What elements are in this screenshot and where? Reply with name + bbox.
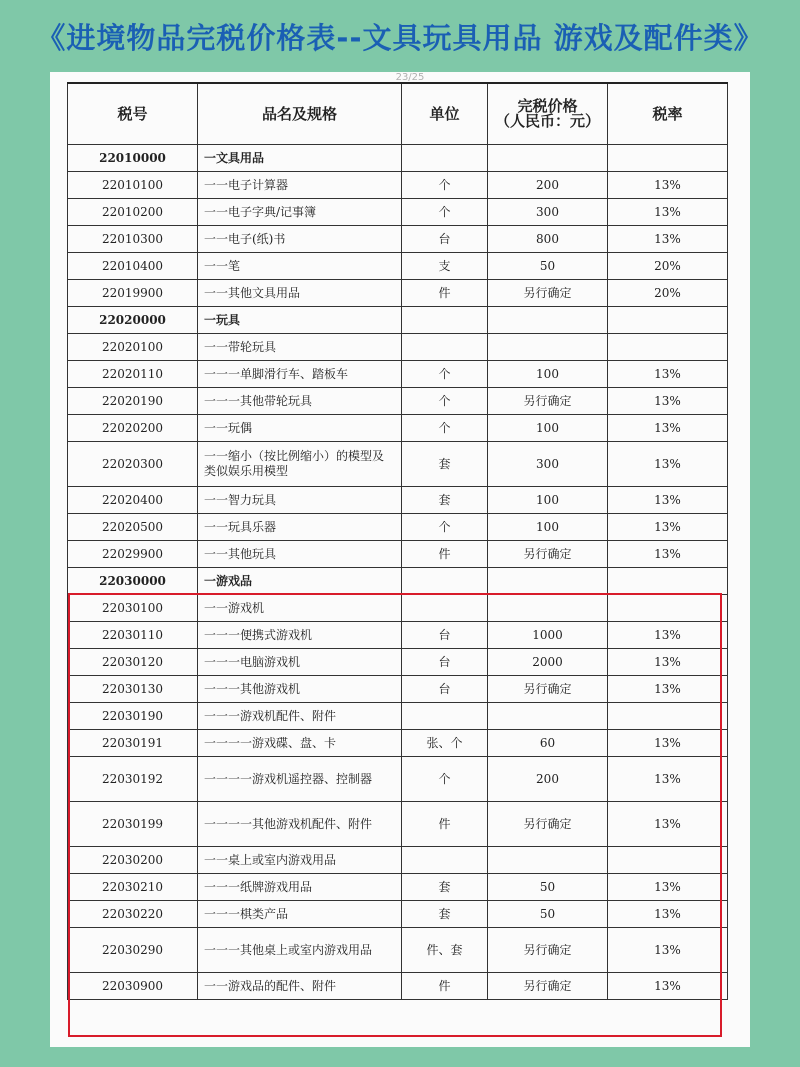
table-row [68, 361, 728, 388]
table-row [68, 757, 728, 802]
table-row [68, 703, 728, 730]
table-row [68, 541, 728, 568]
cell-rate: 13% [608, 973, 728, 1000]
cell-price: 800 [488, 226, 608, 253]
table-row [68, 901, 728, 928]
table-row [68, 595, 728, 622]
cell-unit [402, 307, 488, 334]
cell-code: 22029900 [68, 541, 198, 568]
page-title: 《进境物品完税价格表--文具玩具用品 游戏及配件类》 [36, 20, 764, 55]
cell-rate: 13% [608, 487, 728, 514]
cell-rate: 13% [608, 541, 728, 568]
table-row [68, 730, 728, 757]
cell-rate [608, 334, 728, 361]
cell-price: 300 [488, 199, 608, 226]
cell-price: 50 [488, 901, 608, 928]
cell-name: 一一电子计算器 [198, 172, 402, 199]
cell-price: 另行确定 [488, 802, 608, 847]
header-price-line2: （人民币：元） [494, 112, 600, 130]
table-row [68, 334, 728, 361]
cell-price: 另行确定 [488, 676, 608, 703]
cell-price: 2000 [488, 649, 608, 676]
cell-price: 200 [488, 757, 608, 802]
cell-rate: 13% [608, 199, 728, 226]
cell-code: 22030199 [68, 802, 198, 847]
table-body [68, 145, 728, 1000]
cell-rate: 13% [608, 622, 728, 649]
cell-price: 100 [488, 514, 608, 541]
cell-name: 一一一游戏机配件、附件 [198, 703, 402, 730]
tariff-table [67, 82, 728, 1000]
cell-unit: 支 [402, 253, 488, 280]
page-number: 23/25 [395, 72, 425, 83]
cell-unit: 件 [402, 802, 488, 847]
cell-unit: 台 [402, 649, 488, 676]
cell-name: 一一一一其他游戏机配件、附件 [198, 802, 402, 847]
cell-rate: 13% [608, 226, 728, 253]
table-row [68, 514, 728, 541]
cell-price [488, 595, 608, 622]
cell-rate: 13% [608, 649, 728, 676]
cell-price: 1000 [488, 622, 608, 649]
cell-code: 22030200 [68, 847, 198, 874]
cell-unit: 台 [402, 622, 488, 649]
cell-code: 22020100 [68, 334, 198, 361]
table-row [68, 802, 728, 847]
cell-code: 22020110 [68, 361, 198, 388]
cell-rate: 13% [608, 928, 728, 973]
cell-price [488, 334, 608, 361]
cell-unit [402, 847, 488, 874]
cell-code: 22020500 [68, 514, 198, 541]
cell-name: 一一带轮玩具 [198, 334, 402, 361]
cell-code: 22010100 [68, 172, 198, 199]
table-row [68, 676, 728, 703]
cell-price: 另行确定 [488, 928, 608, 973]
cell-code: 22010000 [68, 145, 198, 172]
cell-rate: 20% [608, 253, 728, 280]
table-row [68, 649, 728, 676]
cell-code: 22010400 [68, 253, 198, 280]
table-row [68, 415, 728, 442]
header-name: 品名及规格 [198, 83, 402, 145]
cell-code: 22030290 [68, 928, 198, 973]
cell-rate: 13% [608, 802, 728, 847]
cell-unit [402, 595, 488, 622]
cell-rate: 13% [608, 757, 728, 802]
header-price [488, 83, 608, 145]
cell-unit: 套 [402, 874, 488, 901]
cell-price: 50 [488, 874, 608, 901]
cell-name: 一一其他文具用品 [198, 280, 402, 307]
cell-name: 一一一便携式游戏机 [198, 622, 402, 649]
cell-code: 22030192 [68, 757, 198, 802]
cell-name: 一一智力玩具 [198, 487, 402, 514]
cell-name: 一一笔 [198, 253, 402, 280]
cell-unit [402, 334, 488, 361]
cell-name: 一一一一游戏机遥控器、控制器 [198, 757, 402, 802]
cell-code: 22030191 [68, 730, 198, 757]
cell-name: 一一电子(纸)书 [198, 226, 402, 253]
cell-unit: 张、个 [402, 730, 488, 757]
cell-code: 22030110 [68, 622, 198, 649]
cell-price: 60 [488, 730, 608, 757]
cell-code: 22019900 [68, 280, 198, 307]
cell-rate: 13% [608, 514, 728, 541]
cell-rate [608, 847, 728, 874]
cell-unit: 台 [402, 676, 488, 703]
table-row [68, 307, 728, 334]
cell-name: 一一电子字典/记事簿 [198, 199, 402, 226]
cell-code: 22030000 [68, 568, 198, 595]
cell-rate: 13% [608, 415, 728, 442]
cell-price [488, 568, 608, 595]
cell-name: 一一一棋类产品 [198, 901, 402, 928]
cell-name: 一一一其他桌上或室内游戏用品 [198, 928, 402, 973]
cell-name: 一一其他玩具 [198, 541, 402, 568]
cell-rate [608, 307, 728, 334]
cell-rate: 20% [608, 280, 728, 307]
cell-price: 300 [488, 442, 608, 487]
table-row [68, 199, 728, 226]
cell-name: 一一一单脚滑行车、踏板车 [198, 361, 402, 388]
table-row [68, 973, 728, 1000]
cell-code: 22030220 [68, 901, 198, 928]
cell-unit: 件 [402, 973, 488, 1000]
cell-rate: 13% [608, 172, 728, 199]
cell-unit: 件 [402, 541, 488, 568]
cell-rate: 13% [608, 874, 728, 901]
cell-price: 50 [488, 253, 608, 280]
cell-price: 100 [488, 361, 608, 388]
cell-name: 一一一纸牌游戏用品 [198, 874, 402, 901]
cell-price: 100 [488, 487, 608, 514]
cell-code: 22030190 [68, 703, 198, 730]
cell-price: 另行确定 [488, 541, 608, 568]
table-header-row [68, 83, 728, 145]
cell-code: 22010300 [68, 226, 198, 253]
cell-price [488, 307, 608, 334]
cell-rate [608, 595, 728, 622]
cell-unit: 个 [402, 514, 488, 541]
cell-rate: 13% [608, 388, 728, 415]
cell-name: 一一游戏机 [198, 595, 402, 622]
cell-rate [608, 568, 728, 595]
header-price-line1: 完税价格 [517, 97, 578, 115]
cell-name: 一一一电脑游戏机 [198, 649, 402, 676]
table-row [68, 928, 728, 973]
table-row [68, 622, 728, 649]
cell-code: 22020300 [68, 442, 198, 487]
table-row [68, 253, 728, 280]
cell-price: 另行确定 [488, 280, 608, 307]
cell-name: 一文具用品 [198, 145, 402, 172]
cell-unit: 个 [402, 415, 488, 442]
cell-unit: 个 [402, 361, 488, 388]
table-row [68, 388, 728, 415]
cell-rate: 13% [608, 361, 728, 388]
cell-rate [608, 703, 728, 730]
cell-rate: 13% [608, 730, 728, 757]
cell-code: 22030210 [68, 874, 198, 901]
cell-code: 22030900 [68, 973, 198, 1000]
cell-unit: 个 [402, 388, 488, 415]
cell-name: 一游戏品 [198, 568, 402, 595]
table-row [68, 226, 728, 253]
cell-unit: 套 [402, 901, 488, 928]
cell-name: 一一桌上或室内游戏用品 [198, 847, 402, 874]
table-row [68, 568, 728, 595]
cell-unit: 件 [402, 280, 488, 307]
cell-code: 22020400 [68, 487, 198, 514]
header-rate: 税率 [608, 83, 728, 145]
cell-unit [402, 568, 488, 595]
cell-code: 22030130 [68, 676, 198, 703]
cell-rate [608, 145, 728, 172]
table-row [68, 145, 728, 172]
cell-name: 一一缩小（按比例缩小）的模型及类似娱乐用模型 [198, 442, 402, 487]
cell-unit: 套 [402, 442, 488, 487]
table-row [68, 172, 728, 199]
header-code: 税号 [68, 83, 198, 145]
cell-price [488, 145, 608, 172]
cell-name: 一一玩偶 [198, 415, 402, 442]
cell-rate: 13% [608, 901, 728, 928]
cell-code: 22020190 [68, 388, 198, 415]
cell-unit: 个 [402, 199, 488, 226]
header-unit: 单位 [402, 83, 488, 145]
cell-unit: 个 [402, 757, 488, 802]
cell-code: 22030100 [68, 595, 198, 622]
cell-price: 另行确定 [488, 388, 608, 415]
table-row [68, 847, 728, 874]
cell-name: 一玩具 [198, 307, 402, 334]
cell-name: 一一一其他带轮玩具 [198, 388, 402, 415]
table-row [68, 442, 728, 487]
table-row [68, 487, 728, 514]
cell-code: 22020000 [68, 307, 198, 334]
cell-name: 一一玩具乐器 [198, 514, 402, 541]
cell-unit: 台 [402, 226, 488, 253]
cell-name: 一一游戏品的配件、附件 [198, 973, 402, 1000]
cell-rate: 13% [608, 676, 728, 703]
table-row [68, 280, 728, 307]
cell-code: 22020200 [68, 415, 198, 442]
cell-code: 22030120 [68, 649, 198, 676]
cell-price [488, 703, 608, 730]
cell-name: 一一一一游戏碟、盘、卡 [198, 730, 402, 757]
cell-price: 100 [488, 415, 608, 442]
cell-unit [402, 703, 488, 730]
cell-unit: 件、套 [402, 928, 488, 973]
cell-unit [402, 145, 488, 172]
cell-price: 另行确定 [488, 973, 608, 1000]
cell-price: 200 [488, 172, 608, 199]
cell-price [488, 847, 608, 874]
cell-name: 一一一其他游戏机 [198, 676, 402, 703]
cell-unit: 套 [402, 487, 488, 514]
cell-rate: 13% [608, 442, 728, 487]
cell-unit: 个 [402, 172, 488, 199]
cell-code: 22010200 [68, 199, 198, 226]
table-row [68, 874, 728, 901]
